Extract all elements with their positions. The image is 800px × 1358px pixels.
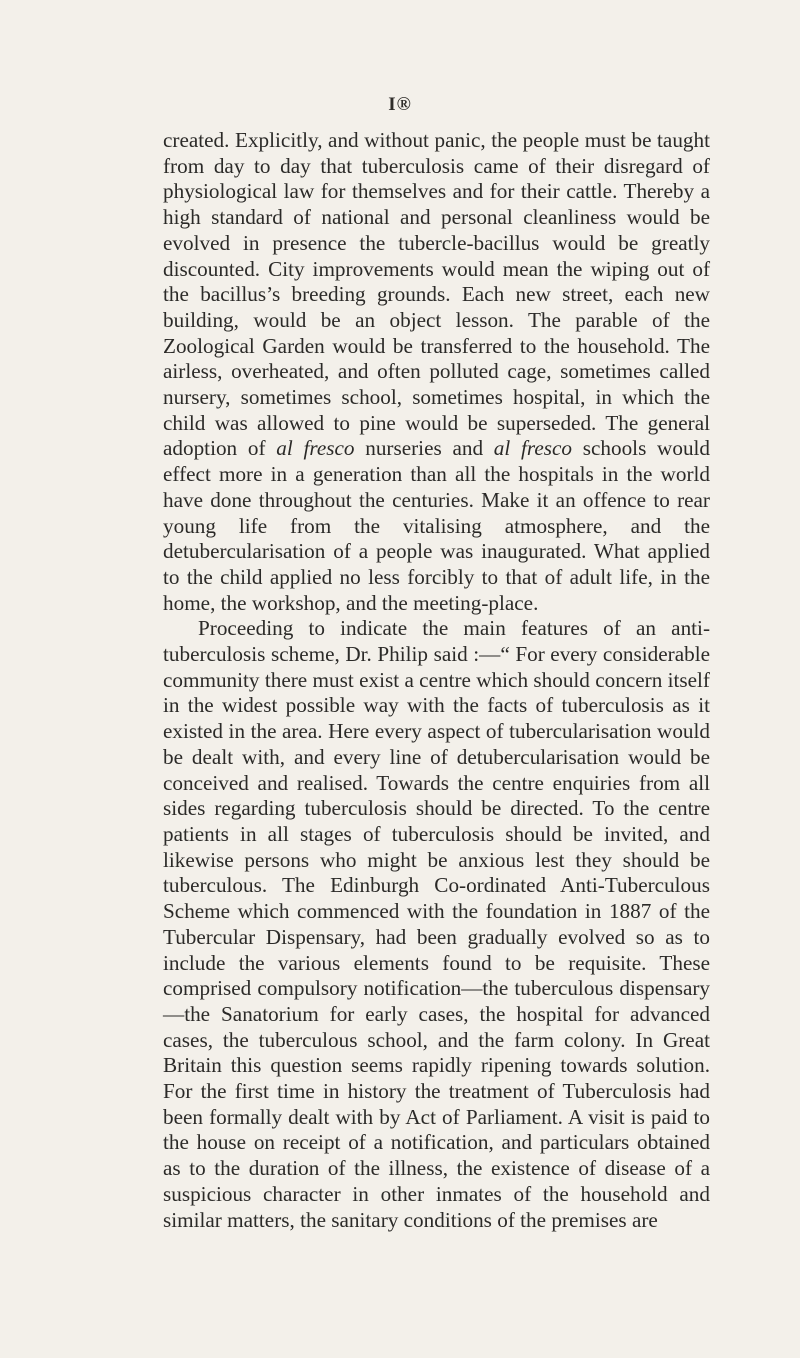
paragraph-1-segment-1: created. Explicitly, and without panic, the people must be taught from day to day that tuberculosis came of their disregard of physiological law for themselves and for their cattle. Thereby a high standard of national and personal cleanliness would be evolved in presence the tubercle-bacillus would be greatly discounted. City improvements would mean the wiping out of the bacillus’s breeding grounds. Each new street, each new building, would be an object lesson. The parable of the Zoological Garden would be transferred to the household. The airless, overheated, and often polluted cage, sometimes called nursery, sometimes school, sometimes hospital, in which the child was allowed to pine would be superseded. The general adoption of bbox=[163, 128, 710, 461]
italic-al-fresco-1: al fresco bbox=[276, 436, 355, 461]
body-text bbox=[163, 128, 710, 1233]
paragraph-1-segment-3: nurseries and bbox=[354, 436, 494, 461]
italic-al-fresco-2: al fresco bbox=[493, 436, 573, 461]
paragraph-1 bbox=[163, 128, 710, 616]
paragraph-1-segment-5: schools would effect more in a generation than all the hospitals in the world have done throughout the centuries. Make it an offence to rear young life from the vitalising atmosphere, and the detubercularisation of a people was inaugurated. What applied to the child applied no less forcibly to that of adult life, in the home, the workshop, and the meeting-place. bbox=[163, 436, 711, 615]
page-number: I® bbox=[388, 94, 412, 115]
paragraph-2: Proceeding to indicate the main features of an anti-tuberculosis scheme, Dr. Philip said :—“ For every considerable community there must exist a centre which should concern itself in the widest possible way with the facts of tuberculosis as it existed in the area. Here every aspect of tubercularisation would be dealt with, and every line of detubercularisation would be conceived and realised. Towards the centre enquiries from all sides regarding tuberculosis should be directed. To the centre patients in all stages of tuberculosis should be invited, and likewise persons who might be anxious lest they should be tuberculous. The Edinburgh Co-ordinated Anti-Tuberculous Scheme which commenced with the foundation in 1887 of the Tubercular Dispensary, had been gradually evolved so as to include the various elements found to be requisite. These comprised compulsory notification—the tuberculous dispensary—the Sanatorium for early cases, the hospital for advanced cases, the tuberculous school, and the farm colony. In Great Britain this question seems rapidly ripening towards solution. For the first time in history the treatment of Tuberculosis had been formally dealt with by Act of Parliament. A visit is paid to the house on receipt of a notification, and particulars obtained as to the duration of the illness, the existence of disease of a suspicious character in other inmates of the household and similar matters, the sanitary conditions of the premises are bbox=[163, 616, 710, 1232]
